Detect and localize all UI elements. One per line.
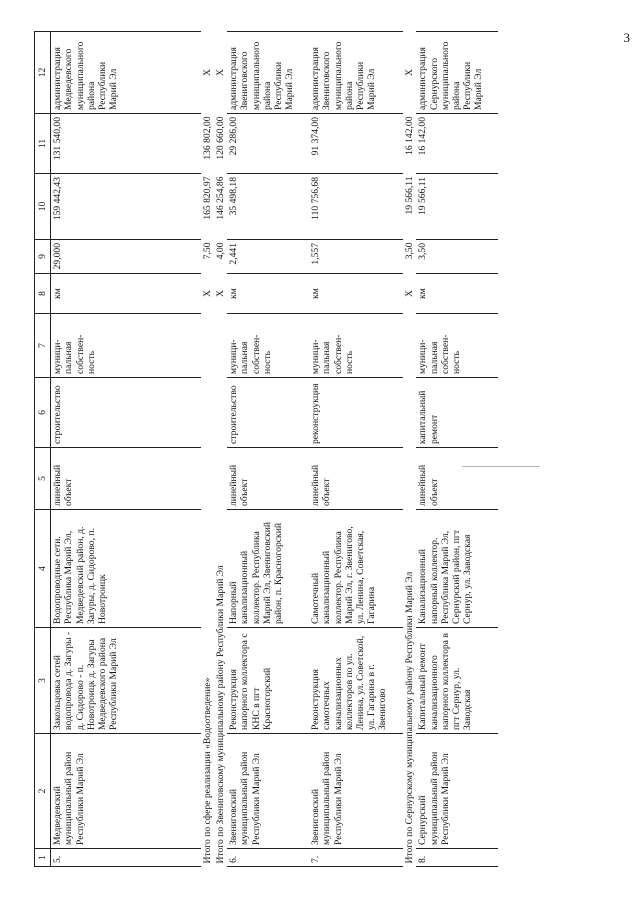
project-name: Реконструкция напорного коллектора с КНС в пгт Красногорский bbox=[227, 628, 309, 734]
funding-amount: 29 286,00 bbox=[227, 114, 309, 174]
municipality: Звениговский муниципальный район Республики Марий Эл bbox=[309, 734, 403, 849]
row-number: 8. bbox=[416, 849, 498, 867]
row-number: 5. bbox=[51, 849, 201, 867]
district-total-cost: 146 254,86 bbox=[214, 176, 226, 220]
work-type: реконструкция bbox=[309, 378, 403, 448]
unit: км bbox=[416, 274, 498, 314]
scan-mark-line bbox=[462, 466, 540, 467]
responsible-body: администрация Звениговского муниципального района Республики Марий Эл bbox=[309, 32, 403, 114]
header-cell: 10 bbox=[35, 174, 51, 240]
district-total-unit: X bbox=[404, 290, 416, 297]
header-cell: 4 bbox=[35, 510, 51, 628]
header-cell: 3 bbox=[35, 628, 51, 734]
object-type: линейный объект bbox=[416, 448, 498, 510]
row-number: 6. bbox=[227, 849, 309, 867]
municipality: Звениговский муниципальный район Республики Марий Эл bbox=[227, 734, 309, 849]
capacity: 29,000 bbox=[51, 240, 201, 274]
object-type: линейный объект bbox=[51, 448, 201, 510]
subtotal-responsible: X bbox=[201, 69, 213, 76]
unit: км bbox=[309, 274, 403, 314]
funding-amount: 91 374,00 bbox=[309, 114, 403, 174]
object-description: Напорный канализационный коллектор. Республика Марий Эл, Звениговский район, п. Красногорский bbox=[227, 510, 309, 628]
page-number: 3 bbox=[623, 30, 630, 45]
subtotal-label: Итого по сфере реализации «Водоотведение» bbox=[201, 677, 213, 864]
district-total-responsible: X bbox=[214, 69, 226, 76]
table-row bbox=[416, 32, 498, 867]
district-total-label: Итого по Звениговскому муниципальному району Республики Марий Эл bbox=[214, 565, 226, 864]
ownership: муници-пальная собствен-ность bbox=[51, 314, 201, 378]
municipality: Медведевский муниципальный район Республики Марий Эл bbox=[51, 734, 201, 849]
district-total-label: Итого по Сернурскому муниципальному району Республики Марий Эл bbox=[404, 571, 416, 864]
header-cell: 12 bbox=[35, 32, 51, 114]
unit: км bbox=[51, 274, 201, 314]
funding-amount: 131 540,00 bbox=[51, 114, 201, 174]
district-total-row bbox=[403, 32, 416, 867]
header-cell: 8 bbox=[35, 274, 51, 314]
capacity: 2,441 bbox=[227, 240, 309, 274]
ownership: муници-пальная собствен-ность bbox=[227, 314, 309, 378]
work-type: капитальный ремонт bbox=[416, 378, 498, 448]
district-total-responsible: X bbox=[404, 69, 416, 76]
work-type: строительство bbox=[227, 378, 309, 448]
header-cell: 9 bbox=[35, 240, 51, 274]
object-description: Самотечный канализационный коллектор. Республика Марий Эл, г. Звенигово, ул. Ленина, Советская, Гагарина bbox=[309, 510, 403, 628]
object-type: линейный объект bbox=[309, 448, 403, 510]
district-total-capacity: 3,50 bbox=[404, 242, 416, 260]
work-type: строительство bbox=[51, 378, 201, 448]
project-name: Закольцовка сетей водопровода д. Загуры - д. Сидорово - п. Новотроицк д. Загуры Медведевского района Республики Марий Эл bbox=[51, 628, 201, 734]
district-total-funding: 120 660,00 bbox=[214, 116, 226, 160]
ownership: муници-пальная собствен-ность bbox=[309, 314, 403, 378]
row-number: 7. bbox=[309, 849, 403, 867]
district-total-funding: 16 142,00 bbox=[404, 116, 416, 155]
object-description: Канализационный напорный коллектор. Республика Марий Эл, Сернурский район, пгт Сернур, ул. Заводская bbox=[416, 510, 498, 628]
project-name: Реконструкция самотечных канализационных коллекторов по ул. Ленина, ул. Советской, ул. Гагарина в г. Звенигово bbox=[309, 628, 403, 734]
header-row bbox=[35, 32, 51, 867]
table-row bbox=[227, 32, 309, 867]
subtotal-row bbox=[201, 32, 214, 867]
header-cell: 6 bbox=[35, 378, 51, 448]
capacity: 1,557 bbox=[309, 240, 403, 274]
ownership: муници-пальная собствен-ность bbox=[416, 314, 498, 378]
header-cell: 2 bbox=[35, 734, 51, 849]
project-name: Капитальный ремонт канализационного напорного коллектора в пгт Сернур, ул. Заводская bbox=[416, 628, 498, 734]
unit: км bbox=[227, 274, 309, 314]
table-row bbox=[309, 32, 403, 867]
district-total-capacity: 4,00 bbox=[214, 242, 226, 260]
header-cell: 1 bbox=[35, 849, 51, 867]
responsible-body: администрация Медведевского муниципального района Республики Марий Эл bbox=[51, 32, 201, 114]
district-total-cost: 19 566,11 bbox=[404, 176, 416, 215]
municipality: Сернурский муниципальный район Республики Марий Эл bbox=[416, 734, 498, 849]
subtotal-funding: 136 802,00 bbox=[201, 116, 213, 160]
funding-amount: 16 142,00 bbox=[416, 114, 498, 174]
estimated-cost: 159 442,43 bbox=[51, 174, 201, 240]
investment-table bbox=[34, 31, 498, 867]
responsible-body: администрация Сернурского муниципального района Республики Марий Эл bbox=[416, 32, 498, 114]
table-row bbox=[51, 32, 201, 867]
district-total-row bbox=[214, 32, 227, 867]
responsible-body: администрация Звениговского муниципального района Республики Марий Эл bbox=[227, 32, 309, 114]
header-cell: 11 bbox=[35, 114, 51, 174]
subtotal-unit: X bbox=[201, 290, 213, 297]
header-cell: 5 bbox=[35, 448, 51, 510]
subtotal-cost: 165 820,97 bbox=[201, 176, 213, 220]
estimated-cost: 110 756,68 bbox=[309, 174, 403, 240]
object-description: Водопроводные сети. Республика Марий Эл, Медведевский район, д. Загуры, д. Сидорово, п. Новотроицк bbox=[51, 510, 201, 628]
estimated-cost: 19 566,11 bbox=[416, 174, 498, 240]
district-total-unit: X bbox=[214, 290, 226, 297]
header-cell: 7 bbox=[35, 314, 51, 378]
capacity: 3,50 bbox=[416, 240, 498, 274]
subtotal-capacity: 7,50 bbox=[201, 242, 213, 260]
estimated-cost: 35 498,18 bbox=[227, 174, 309, 240]
object-type: линейный объект bbox=[227, 448, 309, 510]
